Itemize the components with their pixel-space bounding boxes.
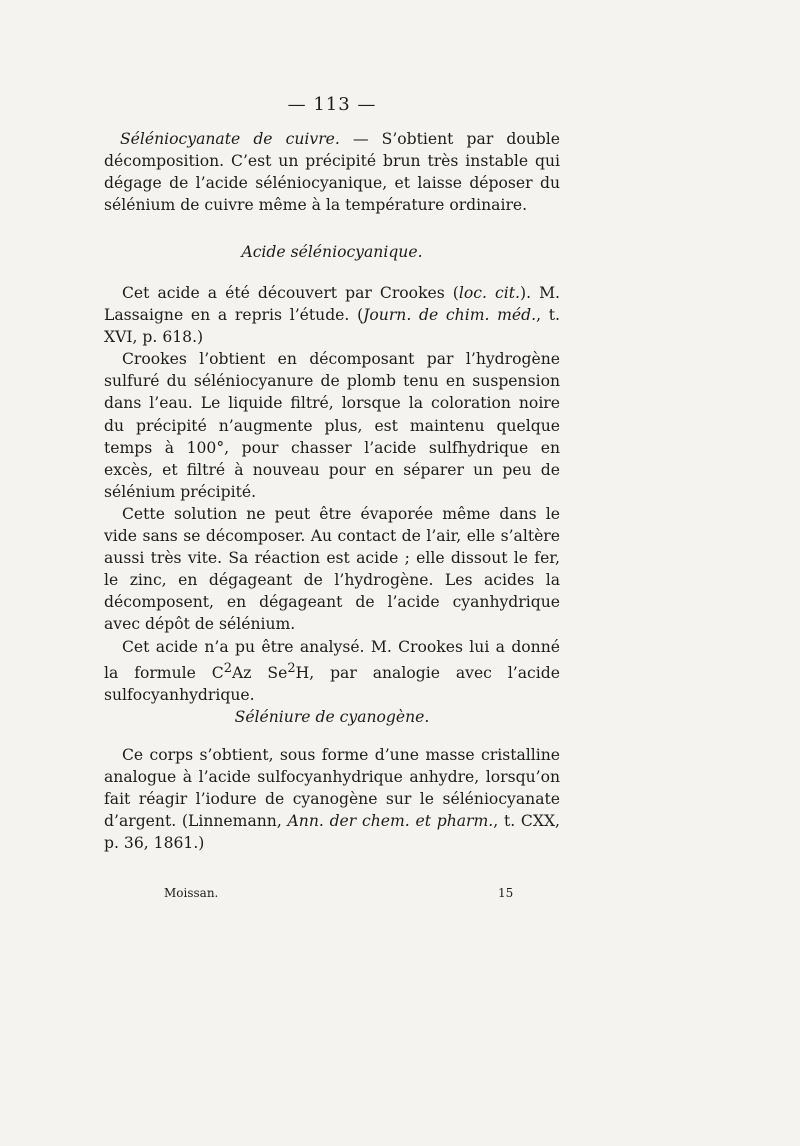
- footer-signature: 15: [498, 886, 514, 900]
- citation: Ann. der chem. et pharm.: [287, 812, 494, 831]
- superscript: 2: [287, 660, 296, 676]
- text-run: ). M. Lassaigne en a repris l’étude. (: [104, 284, 561, 325]
- superscript: 2: [223, 660, 232, 676]
- text-run: , t. CXX, p. 36, 1861.): [104, 812, 561, 853]
- section-acide-body: [104, 282, 560, 706]
- paragraph: [104, 128, 560, 216]
- entry-cuivre: [104, 128, 560, 216]
- page-number: — 113 —: [287, 94, 377, 115]
- text-run: Cet acide a été découvert par Crookes (: [122, 284, 459, 302]
- section-seleniure-body: [104, 744, 560, 854]
- citation: loc. cit.: [458, 284, 520, 302]
- entry-term: Séléniocyanate de cuivre.: [120, 130, 340, 148]
- text-run: Az Se: [232, 663, 288, 682]
- section-title: Acide séléniocyanique.: [241, 243, 423, 261]
- citation: Journ. de chim. méd.: [363, 306, 537, 325]
- section-seleniure: [104, 706, 560, 728]
- section-title: Séléniure de cyanogène.: [234, 708, 430, 726]
- paragraph: [104, 282, 560, 348]
- text-run: , t. XVI, p. 618.): [104, 306, 560, 347]
- text-run: Cet acide n’a pu être analysé. M. Crookes lui a donné la formule C: [104, 637, 560, 682]
- text-run: Ce corps s’obtient, sous forme d’une masse cristalline analogue à l’acide sulfocyanhydrique anhydre, lorsqu’on fait réagir l’iodure de cyanogène sur le séléniocyanate d’argent. (Linnemann,: [104, 746, 560, 831]
- footer-author: Moissan.: [164, 886, 219, 900]
- paragraph: [104, 636, 560, 706]
- entry-body: — S’obtient par double décomposition. C’est un précipité brun très instable qui dégage de l’acide séléniocyanique, et laisse déposer du sélénium de cuivre même à la température ordinaire.: [104, 130, 560, 215]
- section-acide: [104, 241, 560, 263]
- paragraph: Cette solution ne peut être évaporée même dans le vide sans se décomposer. Au contact de l’air, elle s’altère aussi très vite. Sa réaction est acide ; elle dissout le fer, le zinc, en dégageant de l’hydrogène. Les acides la décomposent, en dégageant de l’acide cyanhydrique avec dépôt de sélénium.: [104, 504, 560, 634]
- paragraph: [104, 744, 560, 854]
- paragraph: Crookes l’obtient en décomposant par l’hydrogène sulfuré du séléniocyanure de plomb tenu en suspension dans l’eau. Le liquide filtré, lorsque la coloration noire du précipité n’augmente plus, est maintenu quelque temps à 100°, pour chasser l’acide sulfhydrique en excès, et filtré à nouveau pour en séparer un peu de sélénium précipité.: [104, 350, 560, 501]
- text-run: H, par analogie avec l’acide sulfocyanhydrique.: [104, 663, 560, 704]
